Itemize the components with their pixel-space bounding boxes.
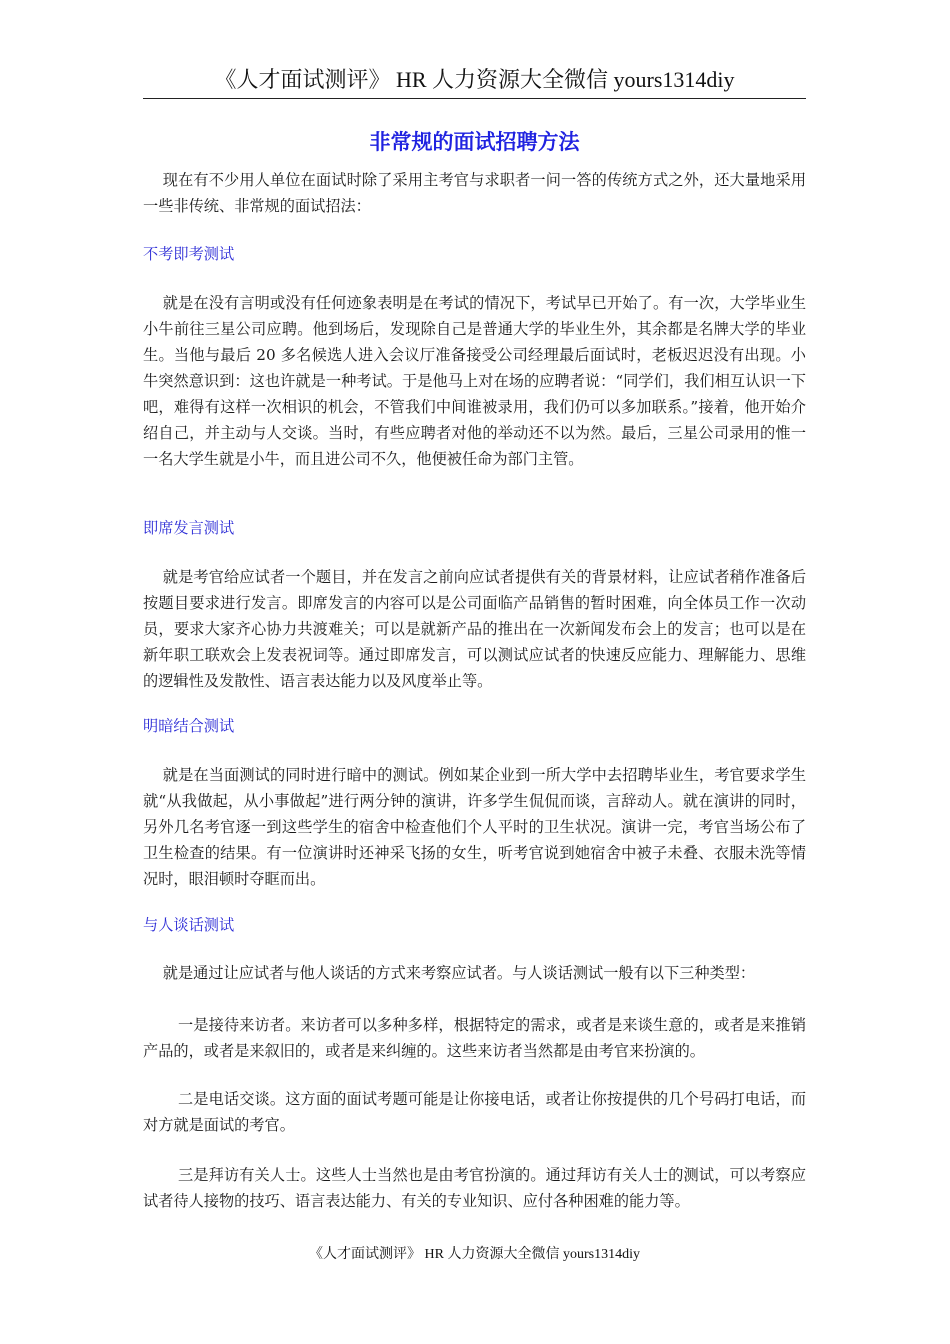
section-heading-2: 即席发言测试 (143, 519, 235, 537)
section-body-4: 就是通过让应试者与他人谈话的方式来考察应试者。与人谈话测试一般有以下三种类型： (162, 964, 756, 982)
article-title: 非常规的面试招聘方法 (369, 130, 580, 154)
section-body-1: 就是在没有言明或没有任何迹象表明是在考试的情况下，考试早已开始了。有一次，大学毕业生小牛前往三星公司应聘。他到场后，发现除自己是普通大学的毕业生外，其余都是名牌大学的毕业生。当他与最后 20 多名候选人进入会议厅准备接受公司经理最后面试时，老板迟迟没有出现。小牛突然意识到：这也许就是一种考试。于是他马上对在场的应聘者说：“同学们，我们相互认识一下吧，难得有这样一次相识的机会，不管我们中间谁被录用，我们仍可以多加联系。”接着，他开始介绍自己，并主动与人交谈。当时，有些应聘者对他的举动还不以为然。最后，三星公司录用的惟一一名大学生就是小牛，而且进公司不久，他便被任命为部门主管。 (143, 294, 806, 468)
talk-type-1: 一是接待来访者。来访者可以多种多样，根据特定的需求，或者是来谈生意的，或者是来推销产品的，或者是来叙旧的，或者是来纠缠的。这些来访者当然都是由考官来扮演的。 (143, 1016, 806, 1060)
talk-type-3: 三是拜访有关人士。这些人士当然也是由考官扮演的。通过拜访有关人士的测试，可以考察应试者待人接物的技巧、语言表达能力、有关的专业知识、应付各种困难的能力等。 (143, 1166, 806, 1210)
talk-type-2: 二是电话交谈。这方面的面试考题可能是让你接电话，或者让你按提供的几个号码打电话，而对方就是面试的考官。 (143, 1090, 806, 1134)
section-heading-3: 明暗结合测试 (143, 717, 235, 735)
page-header: 《人才面试测评》 HR 人力资源大全微信 yours1314diy (214, 67, 735, 92)
section-body-3: 就是在当面测试的同时进行暗中的测试。例如某企业到一所大学中去招聘毕业生，考官要求学生就“从我做起，从小事做起”进行两分钟的演讲，许多学生侃侃而谈，言辞动人。就在演讲的同时，另外几名考官逐一到这些学生的宿舍中检查他们个人平时的卫生状况。演讲一完，考官当场公布了卫生检查的结果。有一位演讲时还神采飞扬的女生，听考官说到她宿舍中被子未叠、衣服未洗等情况时，眼泪顿时夺眶而出。 (143, 766, 806, 888)
section-body-2: 就是考官给应试者一个题目，并在发言之前向应试者提供有关的背景材料，让应试者稍作准备后按题目要求进行发言。即席发言的内容可以是公司面临产品销售的暂时困难，向全体员工作一次动员，要求大家齐心协力共渡难关；可以是就新产品的推出在一次新闻发布会上的发言；也可以是在新年职工联欢会上发表祝词等。通过即席发言，可以测试应试者的快速反应能力、理解能力、思维的逻辑性及发散性、语言表达能力以及风度举止等。 (143, 568, 806, 690)
intro-paragraph: 现在有不少用人单位在面试时除了采用主考官与求职者一问一答的传统方式之外，还大量地采用一些非传统、非常规的面试招法： (143, 171, 806, 215)
section-heading-1: 不考即考测试 (143, 245, 235, 263)
header-divider (143, 98, 806, 99)
page-footer: 《人才面试测评》 HR 人力资源大全微信 yours1314diy (309, 1247, 640, 1262)
section-heading-4: 与人谈话测试 (143, 916, 235, 934)
